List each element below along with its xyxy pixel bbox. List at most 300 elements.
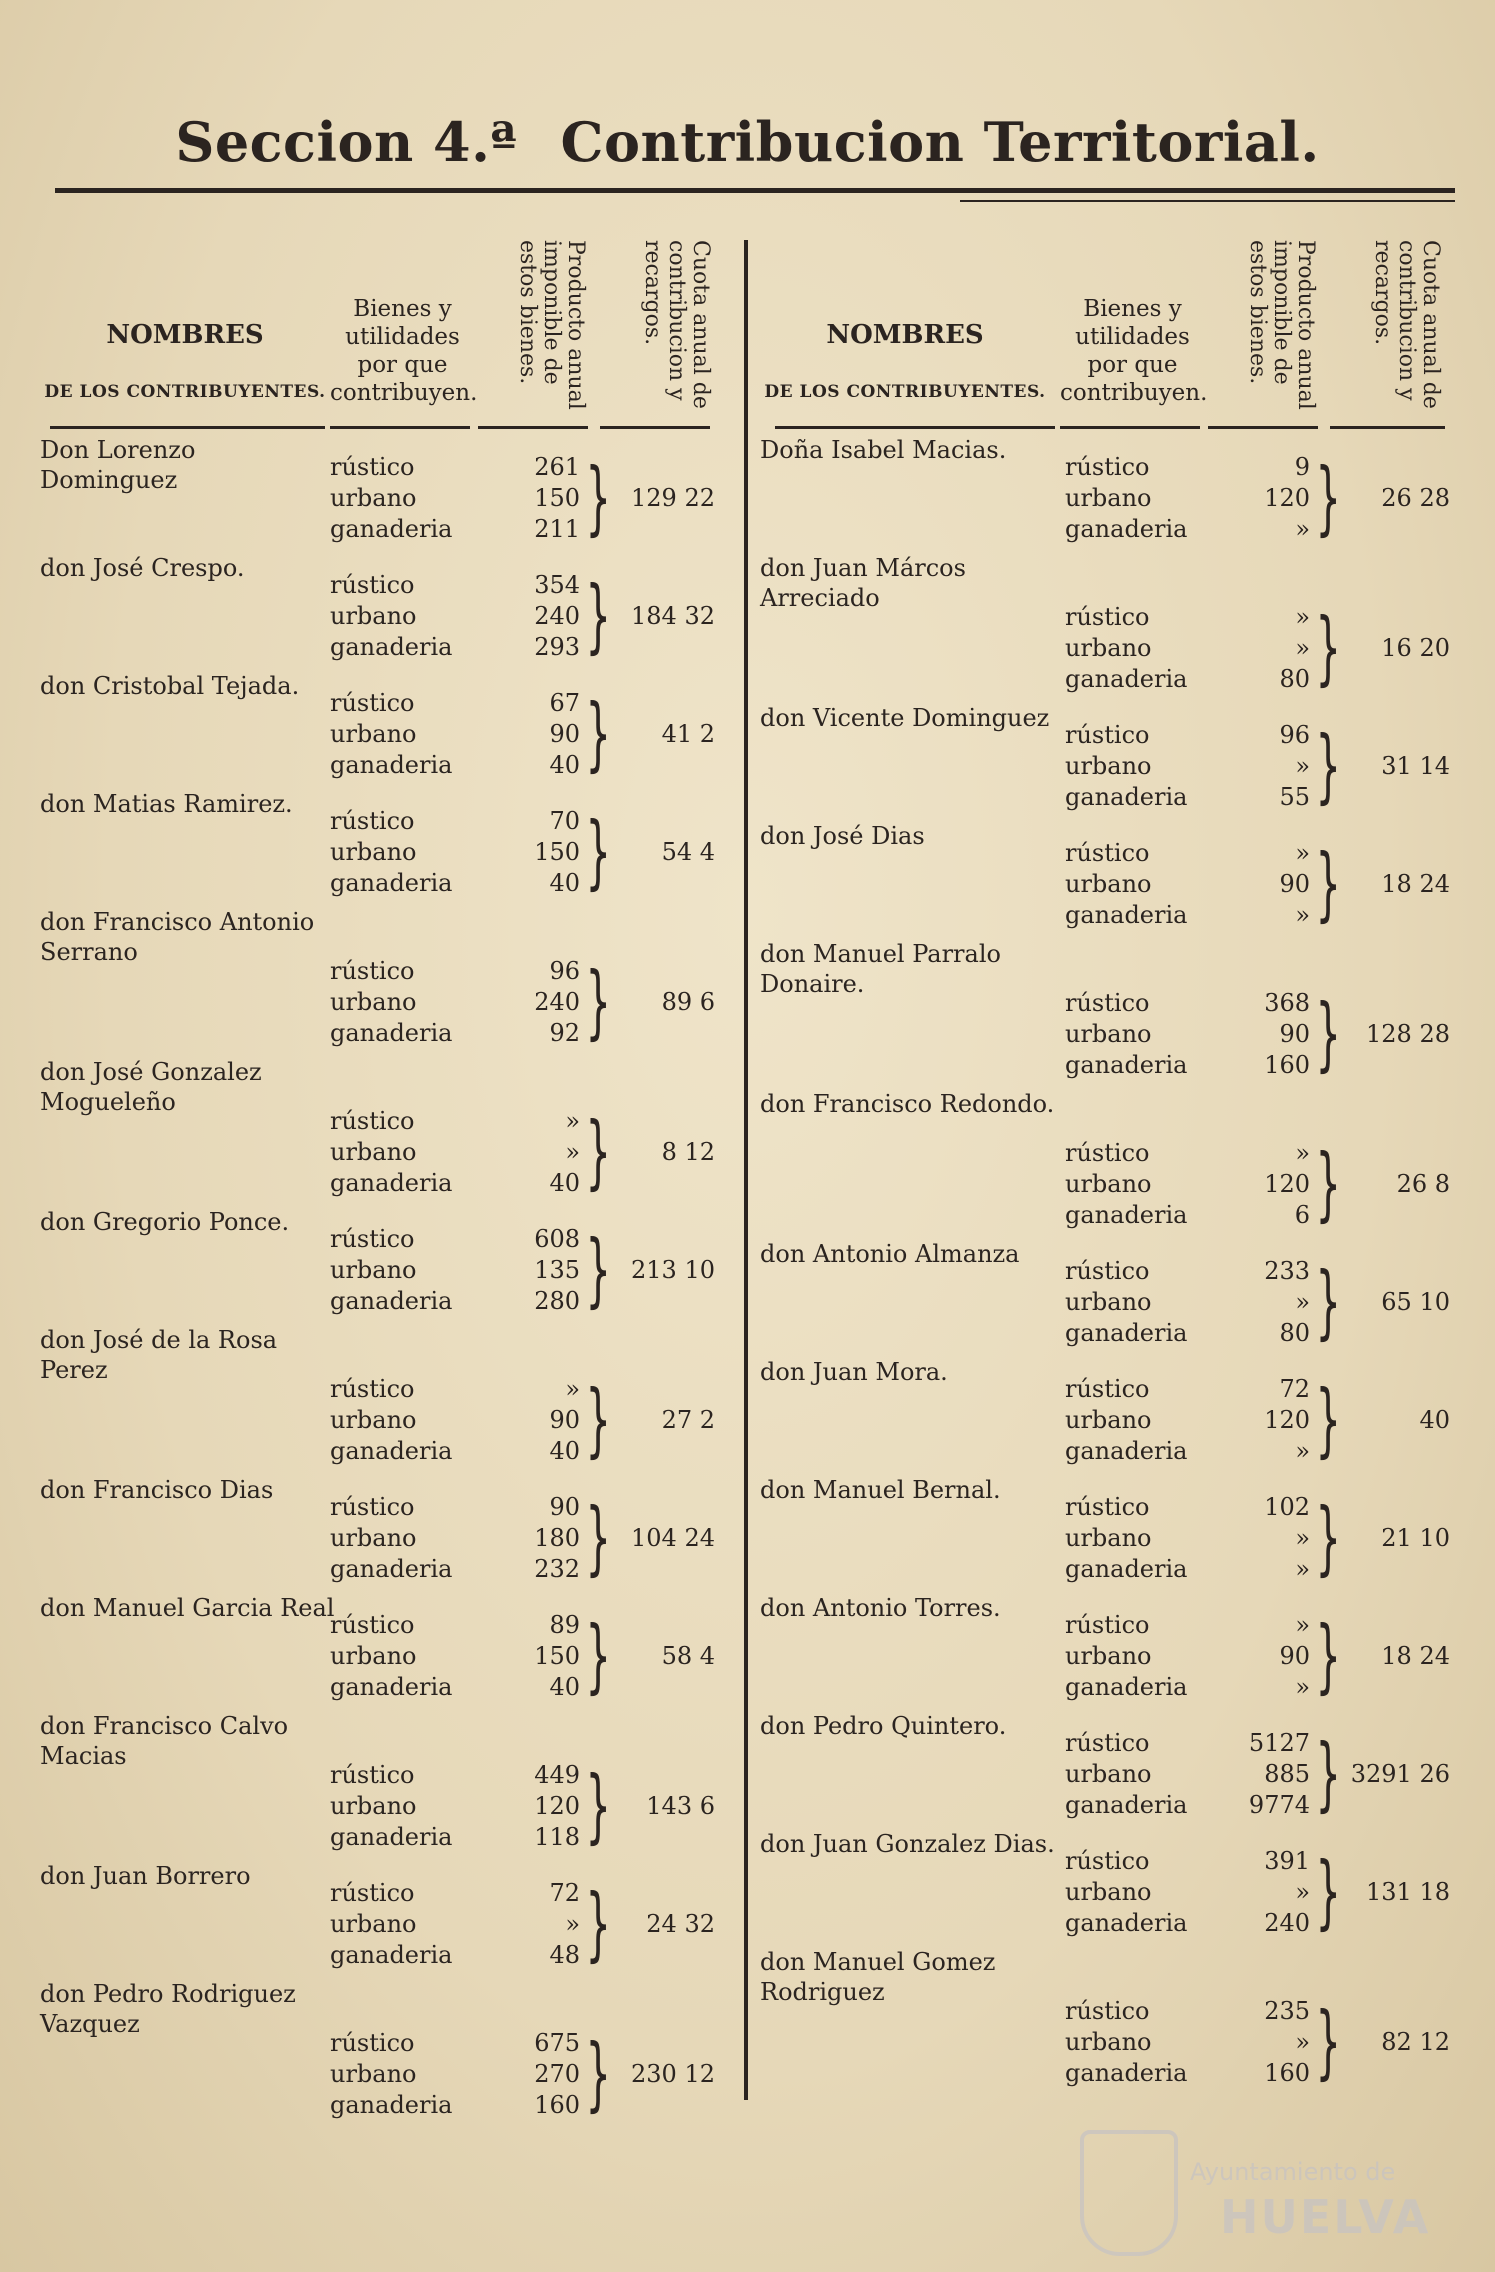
annual-product-values (510, 1492, 580, 1585)
contributor-record (40, 1979, 720, 2129)
property-type-label: urbano (1065, 870, 1152, 898)
title-rule-thin (960, 200, 1455, 202)
contributor-record (40, 1861, 720, 1979)
brace-icon: } (1315, 1727, 1341, 1820)
property-type-label: urbano (330, 1792, 417, 1820)
brace-icon: } (585, 1373, 611, 1466)
contributor-record (40, 553, 720, 671)
annual-product-value: 90 (1279, 870, 1310, 898)
annual-product-value: 40 (549, 1437, 580, 1465)
annual-product-values (510, 2028, 580, 2121)
annual-product-value: 240 (1264, 1909, 1310, 1937)
contributor-name: don Francisco Antonio Serrano (40, 908, 315, 966)
brace-icon: } (585, 805, 611, 898)
header-rule (330, 426, 470, 429)
property-types (1065, 602, 1195, 695)
contributor-record (760, 1089, 1460, 1239)
contributor-record (40, 1475, 720, 1593)
property-type-label: urbano (330, 1524, 417, 1552)
brace-icon: } (585, 1223, 611, 1316)
property-type-label: urbano (1065, 1524, 1152, 1552)
property-types (330, 2028, 460, 2121)
annual-product-values (1240, 1492, 1310, 1585)
annual-product-values (510, 1760, 580, 1853)
brace-icon: } (1315, 1255, 1341, 1348)
property-type-label: ganaderia (1065, 1319, 1188, 1347)
contributor-name: don Antonio Torres. (760, 1594, 1001, 1622)
annual-quota: 16 20 (1381, 634, 1450, 662)
annual-quota: 65 10 (1381, 1288, 1450, 1316)
annual-product-value: 150 (534, 838, 580, 866)
contributor-name: don José Gonzalez Mogueleño (40, 1058, 262, 1116)
property-type-label: rústico (1065, 1257, 1150, 1285)
annual-product-values (510, 1610, 580, 1703)
property-type-label: ganaderia (330, 751, 453, 779)
property-type-label: rústico (1065, 603, 1150, 631)
contributor-name: don Gregorio Ponce. (40, 1208, 290, 1236)
annual-product-value: 160 (1264, 1051, 1310, 1079)
annual-product-value: » (1295, 1437, 1310, 1465)
property-type-label: ganaderia (330, 1823, 453, 1851)
right-column (760, 240, 1460, 2097)
annual-product-value: » (1295, 1139, 1310, 1167)
annual-product-value: 80 (1279, 1319, 1310, 1347)
contributor-record (760, 1711, 1460, 1829)
annual-product-values (510, 1878, 580, 1971)
annual-quota: 128 28 (1366, 1020, 1450, 1048)
property-type-label: urbano (1065, 2028, 1152, 2056)
header-rule (600, 426, 710, 429)
annual-product-value: » (565, 1138, 580, 1166)
annual-product-value: 270 (534, 2060, 580, 2088)
property-types (1065, 720, 1195, 813)
bienes-header: Bienes y utilidades por que contribuyen. (1060, 296, 1208, 406)
annual-product-values (510, 1106, 580, 1199)
contributor-name: don Manuel Garcia Real (40, 1594, 335, 1622)
property-type-label: rústico (1065, 1847, 1150, 1875)
property-type-label: ganaderia (330, 1437, 453, 1465)
property-type-label: urbano (330, 2060, 417, 2088)
property-type-label: ganaderia (1065, 2059, 1188, 2087)
property-types (330, 688, 460, 781)
brace-icon: } (585, 1759, 611, 1852)
contributor-name: Doña Isabel Macias. (760, 436, 1007, 464)
brace-icon: } (1315, 837, 1341, 930)
producto-header: Producto anual imponible de estos bienes. (515, 240, 588, 410)
property-type-label: urbano (330, 720, 417, 748)
annual-product-values (1240, 1846, 1310, 1939)
section-subject: Contribucion Territorial. (560, 110, 1320, 174)
property-type-label: ganaderia (1065, 1673, 1188, 1701)
annual-product-value: » (1295, 1878, 1310, 1906)
page-title (0, 110, 1495, 174)
contributor-record (40, 1057, 720, 1207)
annual-product-values (1240, 1138, 1310, 1231)
annual-product-value: » (1295, 1611, 1310, 1639)
property-types (330, 1106, 460, 1199)
annual-product-value: 102 (1264, 1493, 1310, 1521)
brace-icon: } (1315, 1609, 1341, 1702)
property-type-label: ganaderia (330, 633, 453, 661)
header-rule (478, 426, 588, 429)
brace-icon: } (1315, 719, 1341, 812)
annual-product-values (1240, 988, 1310, 1081)
annual-product-value: 180 (534, 1524, 580, 1552)
annual-quota: 8 12 (661, 1138, 715, 1166)
property-type-label: urbano (330, 602, 417, 630)
contributor-record (760, 1947, 1460, 2097)
property-type-label: rústico (1065, 1139, 1150, 1167)
annual-product-value: 135 (534, 1256, 580, 1284)
names-header-title: NOMBRES (106, 320, 264, 350)
annual-quota: 3291 26 (1350, 1760, 1450, 1788)
annual-quota: 89 6 (661, 988, 715, 1016)
annual-quota: 143 6 (646, 1792, 715, 1820)
property-type-label: rústico (1065, 1729, 1150, 1757)
brace-icon: } (1315, 601, 1341, 694)
brace-icon: } (585, 687, 611, 780)
annual-quota: 18 24 (1381, 1642, 1450, 1670)
header-rule (1060, 426, 1200, 429)
property-type-label: urbano (330, 1406, 417, 1434)
annual-product-values (1240, 452, 1310, 545)
annual-product-value: 160 (534, 2091, 580, 2119)
property-type-label: urbano (1065, 1288, 1152, 1316)
property-types (330, 1374, 460, 1467)
property-type-label: ganaderia (1065, 1909, 1188, 1937)
brace-icon: } (585, 451, 611, 544)
annual-product-value: 160 (1264, 2059, 1310, 2087)
watermark (1080, 2130, 1460, 2250)
contributor-record (40, 789, 720, 907)
left-header (40, 240, 720, 435)
annual-product-value: 608 (534, 1225, 580, 1253)
annual-product-value: » (1295, 1524, 1310, 1552)
annual-product-value: » (1295, 603, 1310, 631)
property-type-label: ganaderia (1065, 1201, 1188, 1229)
contributor-record (760, 1357, 1460, 1475)
contributor-name: don Juan Gonzalez Dias. (760, 1830, 1055, 1858)
contributor-record (40, 907, 720, 1057)
property-type-label: urbano (330, 988, 417, 1016)
header-rule (1330, 426, 1445, 429)
annual-product-value: 92 (549, 1019, 580, 1047)
annual-product-value: 150 (534, 1642, 580, 1670)
annual-product-value: 235 (1264, 1997, 1310, 2025)
contributor-name: don Juan Márcos Arreciado (760, 554, 966, 612)
property-type-label: urbano (1065, 1020, 1152, 1048)
annual-product-value: 293 (534, 633, 580, 661)
annual-product-value: 120 (1264, 1406, 1310, 1434)
property-type-label: ganaderia (330, 1673, 453, 1701)
annual-product-value: » (565, 1375, 580, 1403)
contributor-name: don José Crespo. (40, 554, 245, 582)
header-rule (1208, 426, 1318, 429)
property-type-label: ganaderia (330, 515, 453, 543)
producto-header: Producto anual imponible de estos bienes. (1245, 240, 1318, 410)
annual-product-value: 118 (534, 1823, 580, 1851)
annual-product-value: 90 (549, 720, 580, 748)
annual-quota: 184 32 (631, 602, 715, 630)
contributor-record (40, 1325, 720, 1475)
property-type-label: urbano (330, 484, 417, 512)
contributor-name: don Pedro Rodriguez Vazquez (40, 1980, 296, 2038)
annual-product-value: » (1295, 1673, 1310, 1701)
property-types (1065, 1492, 1195, 1585)
property-type-label: rústico (330, 453, 415, 481)
names-header-title: NOMBRES (826, 320, 984, 350)
property-type-label: rústico (330, 1225, 415, 1253)
property-type-label: ganaderia (1065, 1555, 1188, 1583)
annual-product-values (1240, 1610, 1310, 1703)
contributor-record (40, 1711, 720, 1861)
property-type-label: ganaderia (330, 1169, 453, 1197)
property-type-label: rústico (330, 807, 415, 835)
annual-product-value: 96 (549, 957, 580, 985)
annual-product-value: » (1295, 515, 1310, 543)
property-type-label: rústico (1065, 453, 1150, 481)
contributor-record (40, 671, 720, 789)
annual-product-value: 449 (534, 1761, 580, 1789)
annual-quota: 26 28 (1381, 484, 1450, 512)
annual-product-value: » (565, 1107, 580, 1135)
property-type-label: urbano (330, 838, 417, 866)
property-type-label: ganaderia (330, 1555, 453, 1583)
annual-product-value: 72 (1279, 1375, 1310, 1403)
property-type-label: ganaderia (1065, 1791, 1188, 1819)
property-types (330, 1224, 460, 1317)
property-types (1065, 1728, 1195, 1821)
right-records (760, 435, 1460, 2097)
brace-icon: } (585, 1491, 611, 1584)
annual-quota: 26 8 (1396, 1170, 1450, 1198)
contributor-record (760, 821, 1460, 939)
annual-product-value: » (1295, 2028, 1310, 2056)
property-type-label: rústico (330, 689, 415, 717)
names-header-sub: DE LOS CONTRIBUYENTES. (764, 382, 1046, 402)
contributor-record (760, 703, 1460, 821)
property-types (330, 570, 460, 663)
property-types (1065, 1138, 1195, 1231)
property-type-label: urbano (1065, 1170, 1152, 1198)
cuota-header: Cuota anual de contribucion y recargos. (640, 240, 713, 409)
property-type-label: rústico (330, 957, 415, 985)
annual-product-value: 40 (549, 751, 580, 779)
contributor-name: don Pedro Quintero. (760, 1712, 1007, 1740)
header-rule (775, 426, 1055, 429)
names-header-sub: DE LOS CONTRIBUYENTES. (44, 382, 326, 402)
left-column (40, 240, 720, 2129)
brace-icon: } (1315, 1137, 1341, 1230)
annual-quota: 31 14 (1381, 752, 1450, 780)
annual-product-value: 240 (534, 988, 580, 1016)
annual-product-values (1240, 1728, 1310, 1821)
annual-product-value: » (1295, 634, 1310, 662)
annual-product-value: 90 (1279, 1642, 1310, 1670)
property-type-label: ganaderia (1065, 665, 1188, 693)
annual-product-value: 72 (549, 1879, 580, 1907)
annual-product-value: 391 (1264, 1847, 1310, 1875)
annual-product-value: 80 (1279, 665, 1310, 693)
annual-product-value: 232 (534, 1555, 580, 1583)
property-types (1065, 1996, 1195, 2089)
annual-product-values (510, 1224, 580, 1317)
contributor-name: don Francisco Redondo. (760, 1090, 1055, 1118)
annual-product-values (510, 956, 580, 1049)
annual-product-values (1240, 1256, 1310, 1349)
annual-product-value: 40 (549, 1169, 580, 1197)
annual-product-value: » (1295, 1288, 1310, 1316)
property-type-label: rústico (1065, 1493, 1150, 1521)
annual-product-value: 211 (534, 515, 580, 543)
annual-product-value: 6 (1294, 1201, 1310, 1229)
property-types (1065, 1610, 1195, 1703)
contributor-name: don José de la Rosa Perez (40, 1326, 278, 1384)
annual-product-value: 67 (549, 689, 580, 717)
coat-of-arms-icon (1080, 2130, 1178, 2256)
property-type-label: urbano (1065, 1642, 1152, 1670)
annual-quota: 104 24 (631, 1524, 715, 1552)
annual-product-value: 48 (549, 1941, 580, 1969)
property-types (330, 1878, 460, 1971)
brace-icon: } (585, 1877, 611, 1970)
property-type-label: rústico (330, 571, 415, 599)
annual-product-value: 120 (534, 1792, 580, 1820)
annual-quota: 82 12 (1381, 2028, 1450, 2056)
property-type-label: ganaderia (330, 1287, 453, 1315)
annual-product-value: » (1295, 1555, 1310, 1583)
header-rule (50, 426, 325, 429)
column-divider (744, 240, 748, 2100)
annual-quota: 54 4 (661, 838, 715, 866)
annual-product-value: 120 (1264, 1170, 1310, 1198)
brace-icon: } (1315, 987, 1341, 1080)
property-type-label: urbano (330, 1256, 417, 1284)
property-types (330, 806, 460, 899)
property-types (330, 1610, 460, 1703)
property-types (1065, 838, 1195, 931)
property-type-label: urbano (330, 1910, 417, 1938)
property-types (1065, 1256, 1195, 1349)
property-type-label: ganaderia (1065, 783, 1188, 811)
annual-product-value: 96 (1279, 721, 1310, 749)
brace-icon: } (585, 955, 611, 1048)
annual-product-value: 675 (534, 2029, 580, 2057)
annual-product-value: 280 (534, 1287, 580, 1315)
annual-product-value: 90 (549, 1406, 580, 1434)
property-types (1065, 1374, 1195, 1467)
property-types (330, 956, 460, 1049)
annual-quota: 24 32 (646, 1910, 715, 1938)
annual-product-value: 120 (1264, 484, 1310, 512)
property-type-label: urbano (1065, 484, 1152, 512)
contributor-name: don Matias Ramirez. (40, 790, 293, 818)
property-type-label: urbano (1065, 1760, 1152, 1788)
contributor-record (760, 1829, 1460, 1947)
bienes-header: Bienes y utilidades por que contribuyen. (330, 296, 478, 406)
annual-product-value: 240 (534, 602, 580, 630)
annual-product-values (510, 452, 580, 545)
annual-quota: 18 24 (1381, 870, 1450, 898)
contributor-name: don Francisco Calvo Macias (40, 1712, 289, 1770)
annual-product-value: 40 (549, 1673, 580, 1701)
property-type-label: ganaderia (330, 1019, 453, 1047)
contributor-name: don Manuel Gomez Rodriguez (760, 1948, 996, 2006)
property-type-label: ganaderia (1065, 1437, 1188, 1465)
contributor-name: don Antonio Almanza (760, 1240, 1020, 1268)
section-label: Seccion 4.ª (175, 110, 518, 174)
contributor-record (760, 553, 1460, 703)
property-types (330, 1492, 460, 1585)
property-type-label: ganaderia (330, 2091, 453, 2119)
annual-product-value: 354 (534, 571, 580, 599)
brace-icon: } (1315, 1491, 1341, 1584)
annual-product-value: » (1295, 839, 1310, 867)
property-type-label: rústico (330, 1761, 415, 1789)
brace-icon: } (1315, 1373, 1341, 1466)
property-type-label: rústico (1065, 839, 1150, 867)
brace-icon: } (1315, 1845, 1341, 1938)
annual-product-value: 55 (1279, 783, 1310, 811)
annual-product-value: » (1295, 901, 1310, 929)
annual-product-value: 885 (1264, 1760, 1310, 1788)
property-type-label: urbano (1065, 752, 1152, 780)
cuota-header: Cuota anual de contribucion y recargos. (1370, 240, 1443, 409)
annual-quota: 21 10 (1381, 1524, 1450, 1552)
property-types (1065, 452, 1195, 545)
annual-product-values (1240, 1374, 1310, 1467)
annual-product-value: 90 (1279, 1020, 1310, 1048)
property-type-label: ganaderia (330, 1941, 453, 1969)
property-type-label: urbano (1065, 634, 1152, 662)
brace-icon: } (1315, 1995, 1341, 2088)
property-types (1065, 1846, 1195, 1939)
contributor-name: Don Lorenzo Dominguez (40, 436, 196, 494)
property-type-label: rústico (330, 1375, 415, 1403)
annual-product-value: 70 (549, 807, 580, 835)
property-type-label: urbano (1065, 1406, 1152, 1434)
annual-product-values (1240, 1996, 1310, 2089)
contributor-record (760, 435, 1460, 553)
contributor-record (760, 939, 1460, 1089)
annual-product-values (1240, 602, 1310, 695)
contributor-name: don Cristobal Tejada. (40, 672, 300, 700)
property-type-label: rústico (330, 1879, 415, 1907)
brace-icon: } (585, 1609, 611, 1702)
contributor-record (760, 1239, 1460, 1357)
contributor-name: don Manuel Bernal. (760, 1476, 1001, 1504)
left-records (40, 435, 720, 2129)
property-type-label: rústico (330, 2029, 415, 2057)
property-type-label: rústico (1065, 721, 1150, 749)
contributor-record (40, 435, 720, 553)
property-type-label: rústico (330, 1107, 415, 1135)
property-type-label: rústico (330, 1493, 415, 1521)
contributor-record (40, 1207, 720, 1325)
annual-product-values (510, 806, 580, 899)
annual-product-value: 89 (549, 1611, 580, 1639)
annual-quota: 27 2 (661, 1406, 715, 1434)
title-rule (55, 188, 1455, 193)
brace-icon: } (585, 2027, 611, 2120)
property-type-label: rústico (1065, 1997, 1150, 2025)
contributor-name: don Vicente Dominguez (760, 704, 1050, 732)
annual-quota: 40 (1419, 1406, 1450, 1434)
annual-product-values (510, 1374, 580, 1467)
property-type-label: urbano (330, 1138, 417, 1166)
property-type-label: ganaderia (330, 869, 453, 897)
annual-quota: 41 2 (661, 720, 715, 748)
